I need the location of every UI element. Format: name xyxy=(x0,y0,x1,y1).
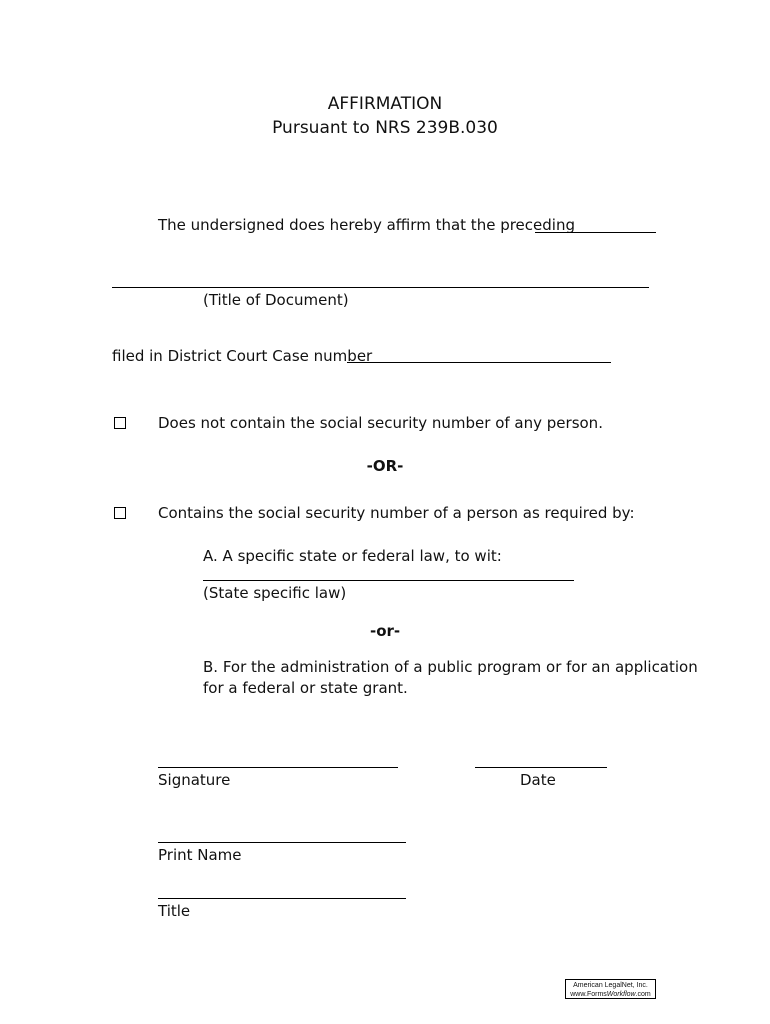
title-of-document-blank[interactable] xyxy=(112,287,649,288)
state-law-blank[interactable] xyxy=(203,580,574,581)
no-ssn-option-text: Does not contain the social security number of any person. xyxy=(158,414,603,432)
print-name-label: Print Name xyxy=(158,846,242,864)
document-title: AFFIRMATION xyxy=(327,94,443,114)
print-name-blank[interactable] xyxy=(158,842,406,843)
document-subtitle: Pursuant to NRS 239B.030 xyxy=(272,118,498,138)
case-number-blank[interactable] xyxy=(347,362,611,363)
date-blank[interactable] xyxy=(475,767,607,768)
case-number-label: filed in District Court Case number xyxy=(112,347,373,365)
publisher-url-prefix: www.Forms xyxy=(570,991,607,998)
or-separator-upper-text: -OR- xyxy=(366,457,404,475)
contains-ssn-checkbox[interactable] xyxy=(114,507,126,519)
publisher-footer-box xyxy=(565,979,656,999)
option-b-line-1: B. For the administration of a public program or for an application xyxy=(203,658,698,676)
signature-label: Signature xyxy=(158,771,231,789)
date-label: Date xyxy=(520,771,556,789)
title-of-document-label: (Title of Document) xyxy=(203,291,349,309)
option-a-text: A. A specific state or federal law, to wit: xyxy=(203,547,502,565)
title-label: Title xyxy=(158,902,191,920)
no-ssn-checkbox[interactable] xyxy=(114,417,126,429)
title-blank[interactable] xyxy=(158,898,406,899)
signature-blank[interactable] xyxy=(158,767,398,768)
publisher-url-suffix: .com xyxy=(635,991,651,998)
or-separator-upper xyxy=(0,457,770,475)
publisher-name: American LegalNet, Inc. xyxy=(573,982,648,989)
affirm-statement: The undersigned does hereby affirm that the preceding xyxy=(158,216,575,234)
publisher-url xyxy=(566,990,655,999)
or-separator-lower: -or- xyxy=(370,622,401,640)
option-b-line-2: for a federal or state grant. xyxy=(203,679,408,697)
publisher-url-italic: Workflow xyxy=(606,991,636,998)
contains-ssn-option-text: Contains the social security number of a person as required by: xyxy=(158,504,635,522)
preceding-document-blank[interactable] xyxy=(535,232,656,233)
state-law-label: (State specific law) xyxy=(203,584,347,602)
